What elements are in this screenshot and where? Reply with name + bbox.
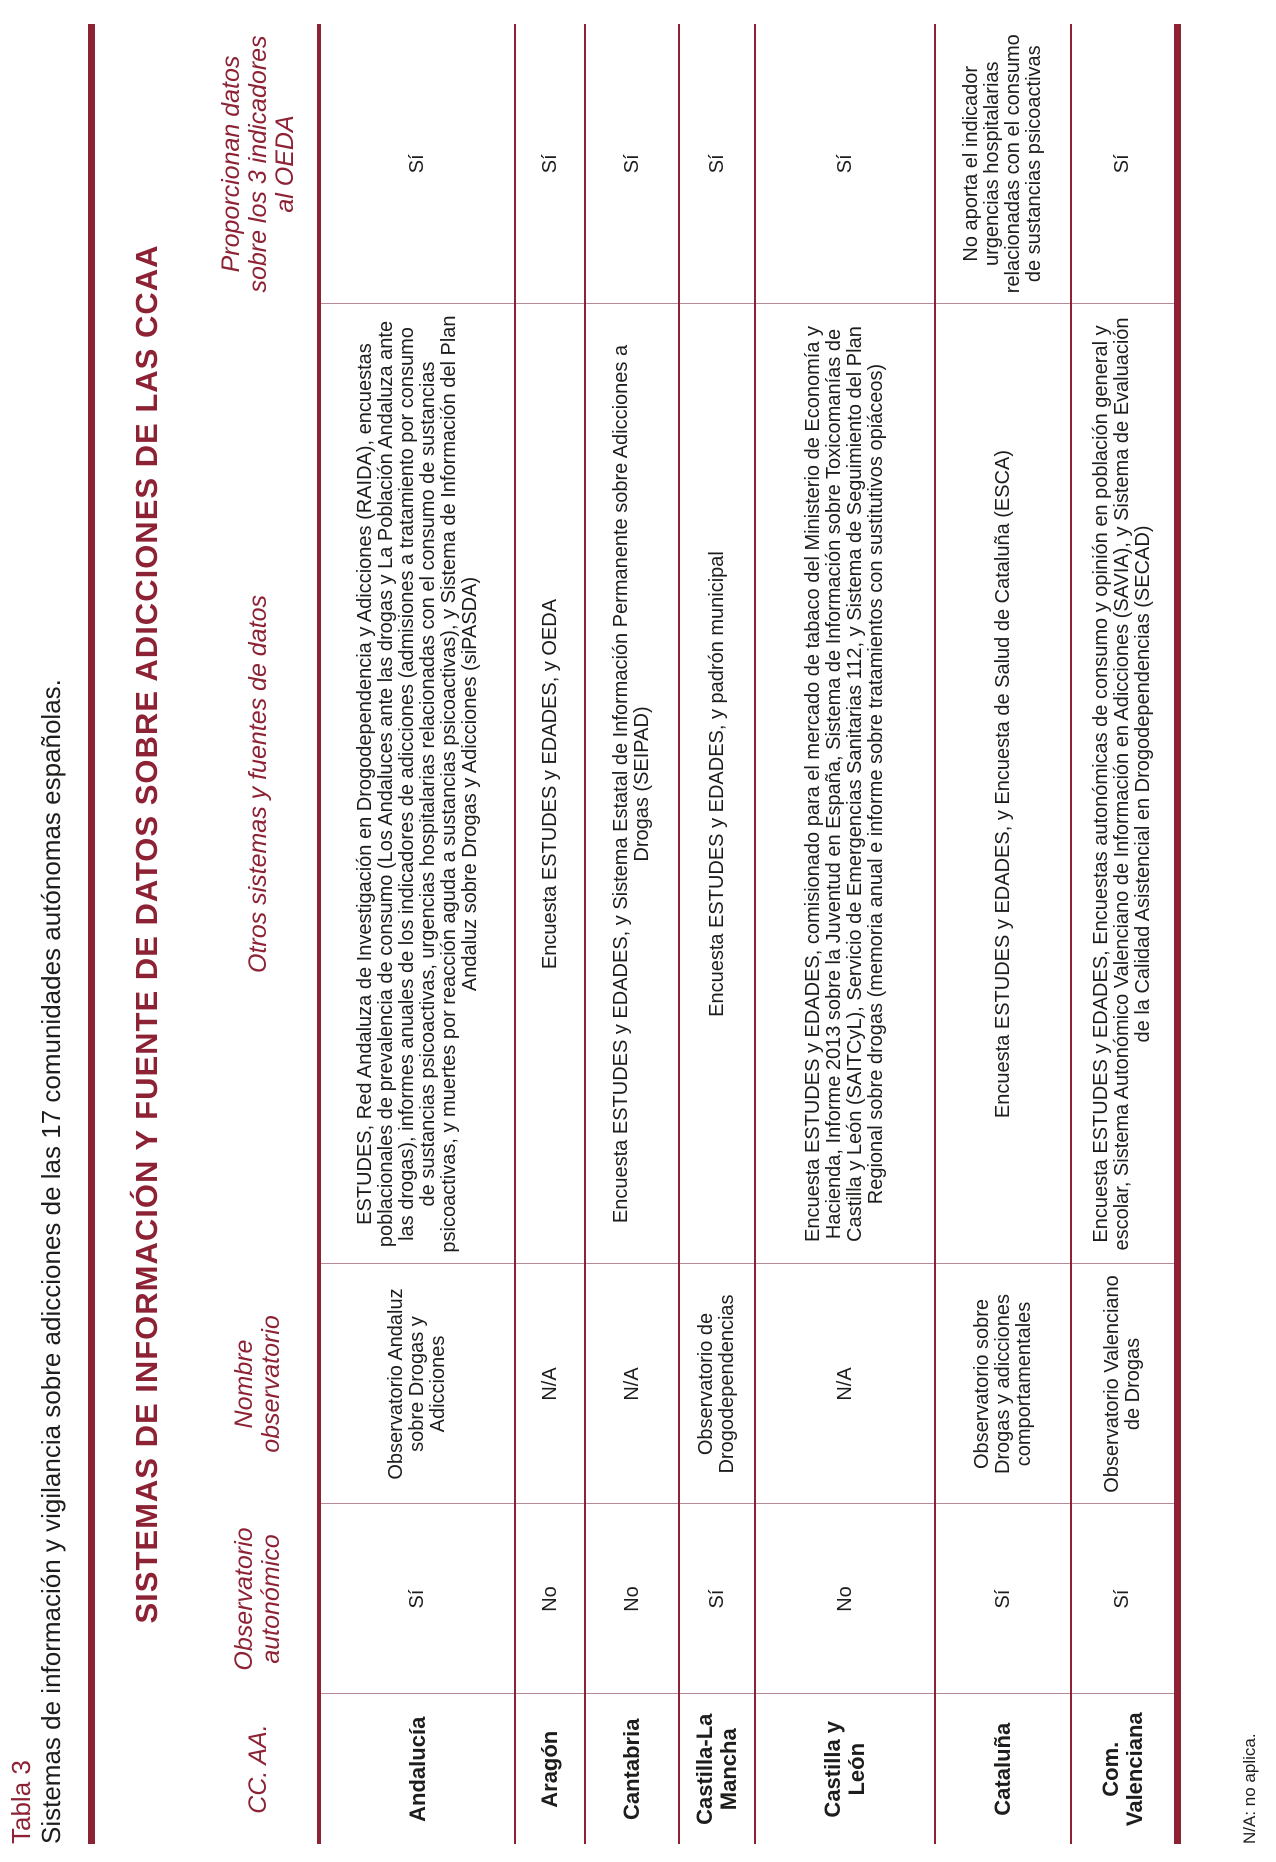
cell-ccaa: Castilla-La Mancha (679, 1694, 755, 1844)
table-row (679, 24, 755, 1844)
table-row (319, 24, 515, 1844)
cell-ccaa: Aragón (515, 1694, 585, 1844)
table-row (1071, 24, 1177, 1844)
cell-nombre: N/A (585, 1264, 679, 1504)
cell-otros: Encuesta ESTUDES y EDADES, Encuestas autonómicas de consumo y opinión en población general y escolar, Sistema Autonómico Valenciano de Información en Adicciones (SAVIA), y Sistema de Evaluación de la Calidad Asistencial en Drogodependencias (SECAD) (1071, 304, 1177, 1264)
ccaa-table (88, 24, 1181, 1844)
ccaa-table-wrapper (88, 24, 1181, 1844)
header-indicadores-oeda: Proporcionan datos sobre los 3 indicadores al OEDA (199, 24, 319, 304)
cell-autonomico: No (585, 1504, 679, 1694)
cell-oeda: Sí (515, 24, 585, 304)
header-observatorio-autonomico: Observatorio autonómico (199, 1504, 319, 1694)
cell-otros: Encuesta ESTUDES y EDADES, y padrón municipal (679, 304, 755, 1264)
cell-ccaa: Com. Valenciana (1071, 1694, 1177, 1844)
cell-ccaa: Castilla y León (755, 1694, 935, 1844)
cell-otros: Encuesta ESTUDES y EDADES, y Sistema Estatal de Información Permanente sobre Adicciones a Drogas (SEIPAD) (585, 304, 679, 1264)
cell-oeda: Sí (585, 24, 679, 304)
cell-oeda: Sí (679, 24, 755, 304)
cell-oeda: No aporta el indicador urgencias hospitalarias relacionadas con el consumo de sustancias psicoactivas (935, 24, 1071, 304)
cell-otros: ESTUDES, Red Andaluza de Investigación en Drogodependencia y Adicciones (RAIDA), encuestas poblacionales de prevalencia de consumo (Los Andaluces ante las drogas y La Población Andaluza ante las drogas), informes anuales de los indicadores de adicciones (admisiones a tratamiento por consumo de sustancias psicoactivas, urgencias hospitalarias relacionadas con el consumo de sustancias psicoactivas, y muertes por reacción aguda a sustancias psicoactivas), y Sistema de Información del Plan Andaluz sobre Drogas y Adicciones (siPASDA) (319, 304, 515, 1264)
header-ccaa: CC. AA. (199, 1694, 319, 1844)
cell-otros: Encuesta ESTUDES y EDADES, y OEDA (515, 304, 585, 1264)
cell-oeda: Sí (319, 24, 515, 304)
table-caption (6, 679, 66, 1844)
cell-nombre: Observatorio sobre Drogas y adicciones comportamentales (935, 1264, 1071, 1504)
table-number: Tabla 3 (6, 1760, 36, 1844)
table-row (585, 24, 679, 1844)
cell-autonomico: No (755, 1504, 935, 1694)
table-title: SISTEMAS DE INFORMACIÓN Y FUENTE DE DATOS SOBRE ADICCIONES DE LAS CCAA (92, 24, 200, 1844)
cell-nombre: N/A (755, 1264, 935, 1504)
header-nombre-observatorio: Nombre observatorio (199, 1264, 319, 1504)
table-row (755, 24, 935, 1844)
cell-nombre: Observatorio de Drogodependencias (679, 1264, 755, 1504)
cell-autonomico: Sí (679, 1504, 755, 1694)
cell-nombre: Observatorio Andaluz sobre Drogas y Adicciones (319, 1264, 515, 1504)
cell-otros: Encuesta ESTUDES y EDADES, comisionado para el mercado de tabaco del Ministerio de Economía y Hacienda, Informe 2013 sobre la Juventud en España, Sistema de Información sobre Toxicomanías de Castilla y León (SAITCyL), Servicio de Emergencias Sanitarias 112, y Sistema de Seguimiento del Plan Regional sobre drogas (memoria anual e informe sobre tratamientos con sustitutivos opiáceos) (755, 304, 935, 1264)
footnote: N/A: no aplica. (1240, 1733, 1259, 1844)
cell-autonomico: No (515, 1504, 585, 1694)
cell-autonomico: Sí (935, 1504, 1071, 1694)
header-otros-sistemas: Otros sistemas y fuentes de datos (199, 304, 319, 1264)
cell-ccaa: Cataluña (935, 1694, 1071, 1844)
table-row (935, 24, 1071, 1844)
cell-ccaa: Cantabria (585, 1694, 679, 1844)
cell-ccaa: Andalucía (319, 1694, 515, 1844)
table-row (515, 24, 585, 1844)
cell-autonomico: Sí (319, 1504, 515, 1694)
cell-oeda: Sí (755, 24, 935, 304)
cell-oeda: Sí (1071, 24, 1177, 304)
caption-text: Sistemas de información y vigilancia sobre adicciones de las 17 comunidades autónomas españolas. (36, 679, 66, 1844)
cell-nombre: N/A (515, 1264, 585, 1504)
cell-otros: Encuesta ESTUDES y EDADES, y Encuesta de Salud de Cataluña (ESCA) (935, 304, 1071, 1264)
cell-nombre: Observatorio Valenciano de Drogas (1071, 1264, 1177, 1504)
cell-autonomico: Sí (1071, 1504, 1177, 1694)
